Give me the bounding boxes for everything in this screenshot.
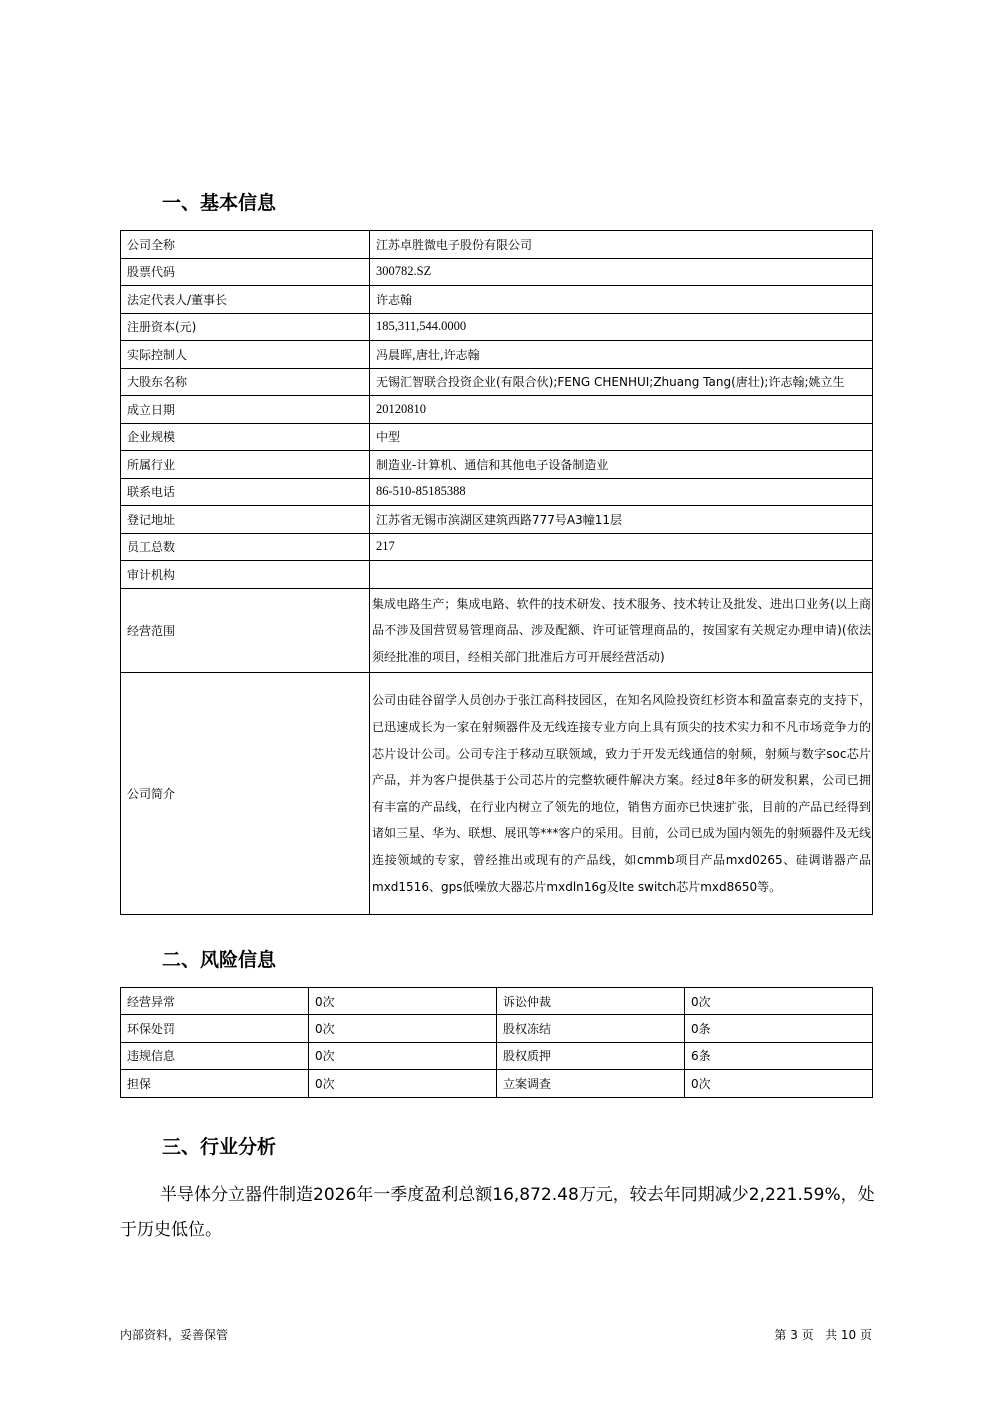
field-label: 成立日期	[121, 396, 370, 424]
risk-value: 0次	[309, 1015, 497, 1042]
field-label: 企业规模	[121, 423, 370, 451]
field-label: 注册资本(元)	[121, 313, 370, 341]
table-row	[121, 258, 873, 286]
table-row	[121, 231, 873, 259]
table-row	[121, 533, 873, 561]
table-row	[121, 506, 873, 534]
table-row	[121, 1015, 873, 1042]
risk-value: 0次	[685, 988, 873, 1015]
risk-value: 0次	[309, 1042, 497, 1069]
field-value: 86-510-85185388	[370, 478, 873, 506]
company-intro-label: 公司简介	[121, 673, 370, 915]
table-row	[121, 673, 873, 915]
table-row	[121, 368, 873, 396]
risk-value: 0次	[685, 1070, 873, 1097]
field-label: 股票代码	[121, 258, 370, 286]
table-row	[121, 396, 873, 424]
field-value: 中型	[370, 423, 873, 451]
risk-label: 立案调查	[497, 1070, 685, 1097]
table-row	[121, 341, 873, 369]
field-value: 江苏卓胜微电子股份有限公司	[370, 231, 873, 259]
risk-value: 0次	[309, 1070, 497, 1097]
risk-info-table	[120, 987, 873, 1098]
risk-label: 环保处罚	[121, 1015, 309, 1042]
basic-info-table	[120, 230, 873, 915]
field-value	[370, 561, 873, 589]
table-row	[121, 451, 873, 479]
risk-label: 违规信息	[121, 1042, 309, 1069]
table-row	[121, 561, 873, 589]
risk-label: 股权质押	[497, 1042, 685, 1069]
table-row	[121, 313, 873, 341]
risk-label: 担保	[121, 1070, 309, 1097]
field-value: 20120810	[370, 396, 873, 424]
footer-note: 内部资料，妥善保管	[120, 1328, 229, 1342]
field-value: 185,311,544.0000	[370, 313, 873, 341]
field-value: 制造业-计算机、通信和其他电子设备制造业	[370, 451, 873, 479]
table-row	[121, 1070, 873, 1097]
business-scope-label: 经营范围	[121, 588, 370, 673]
field-value: 无锡汇智联合投资企业(有限合伙);FENG CHENHUI;Zhuang Tang(唐壮);许志翰;姚立生	[370, 368, 873, 396]
table-row	[121, 423, 873, 451]
field-label: 联系电话	[121, 478, 370, 506]
field-label: 所属行业	[121, 451, 370, 479]
field-label: 实际控制人	[121, 341, 370, 369]
field-value: 300782.SZ	[370, 258, 873, 286]
page-number: 第 3 页 共 10 页	[774, 1328, 872, 1342]
field-label: 登记地址	[121, 506, 370, 534]
field-value: 许志翰	[370, 286, 873, 314]
table-row	[121, 588, 873, 673]
table-row	[121, 1042, 873, 1069]
table-row	[121, 988, 873, 1015]
section-heading-basic-info: 一、基本信息	[162, 192, 277, 214]
field-label: 法定代表人/董事长	[121, 286, 370, 314]
field-value: 冯晨晖,唐壮,许志翰	[370, 341, 873, 369]
table-row	[121, 478, 873, 506]
risk-value: 0条	[685, 1015, 873, 1042]
field-label: 公司全称	[121, 231, 370, 259]
field-label: 大股东名称	[121, 368, 370, 396]
section-heading-industry-analysis: 三、行业分析	[162, 1136, 277, 1158]
field-value: 江苏省无锡市滨湖区建筑西路777号A3幢11层	[370, 506, 873, 534]
risk-label: 股权冻结	[497, 1015, 685, 1042]
industry-analysis-text: 半导体分立器件制造2026年一季度盈利总额16,872.48万元，较去年同期减少2,221.59%，处于历史低位。	[120, 1185, 875, 1240]
field-label: 审计机构	[121, 561, 370, 589]
risk-value: 0次	[309, 988, 497, 1015]
table-row	[121, 286, 873, 314]
company-intro-value: 公司由硅谷留学人员创办于张江高科技园区，在知名风险投资红杉资本和盈富泰克的支持下，已迅速成长为一家在射频器件及无线连接专业方向上具有顶尖的技术实力和不凡市场竞争力的芯片设计公司。公司专注于移动互联领域，致力于开发无线通信的射频，射频与数字soc芯片产品，并为客户提供基于公司芯片的完整软硬件解决方案。经过8年多的研发积累，公司已拥有丰富的产品线，在行业内树立了领先的地位，销售方面亦已快速扩张，目前的产品已经得到诸如三星、华为、联想、展讯等***客户的采用。目前，公司已成为国内领先的射频器件及无线连接领域的专家，曾经推出或现有的产品线，如cmmb项目产品mxd0265、硅调谐器产品mxd1516、gps低噪放大器芯片mxdln16g及lte switch芯片mxd8650等。	[370, 673, 873, 915]
field-label: 员工总数	[121, 533, 370, 561]
risk-value: 6条	[685, 1042, 873, 1069]
section-heading-risk-info: 二、风险信息	[162, 949, 277, 971]
business-scope-value: 集成电路生产；集成电路、软件的技术研发、技术服务、技术转让及批发、进出口业务(以上商品不涉及国营贸易管理商品、涉及配额、许可证管理商品的，按国家有关规定办理申请)(依法须经批准的项目，经相关部门批准后方可开展经营活动)	[370, 588, 873, 673]
field-value: 217	[370, 533, 873, 561]
risk-label: 经营异常	[121, 988, 309, 1015]
risk-label: 诉讼仲裁	[497, 988, 685, 1015]
